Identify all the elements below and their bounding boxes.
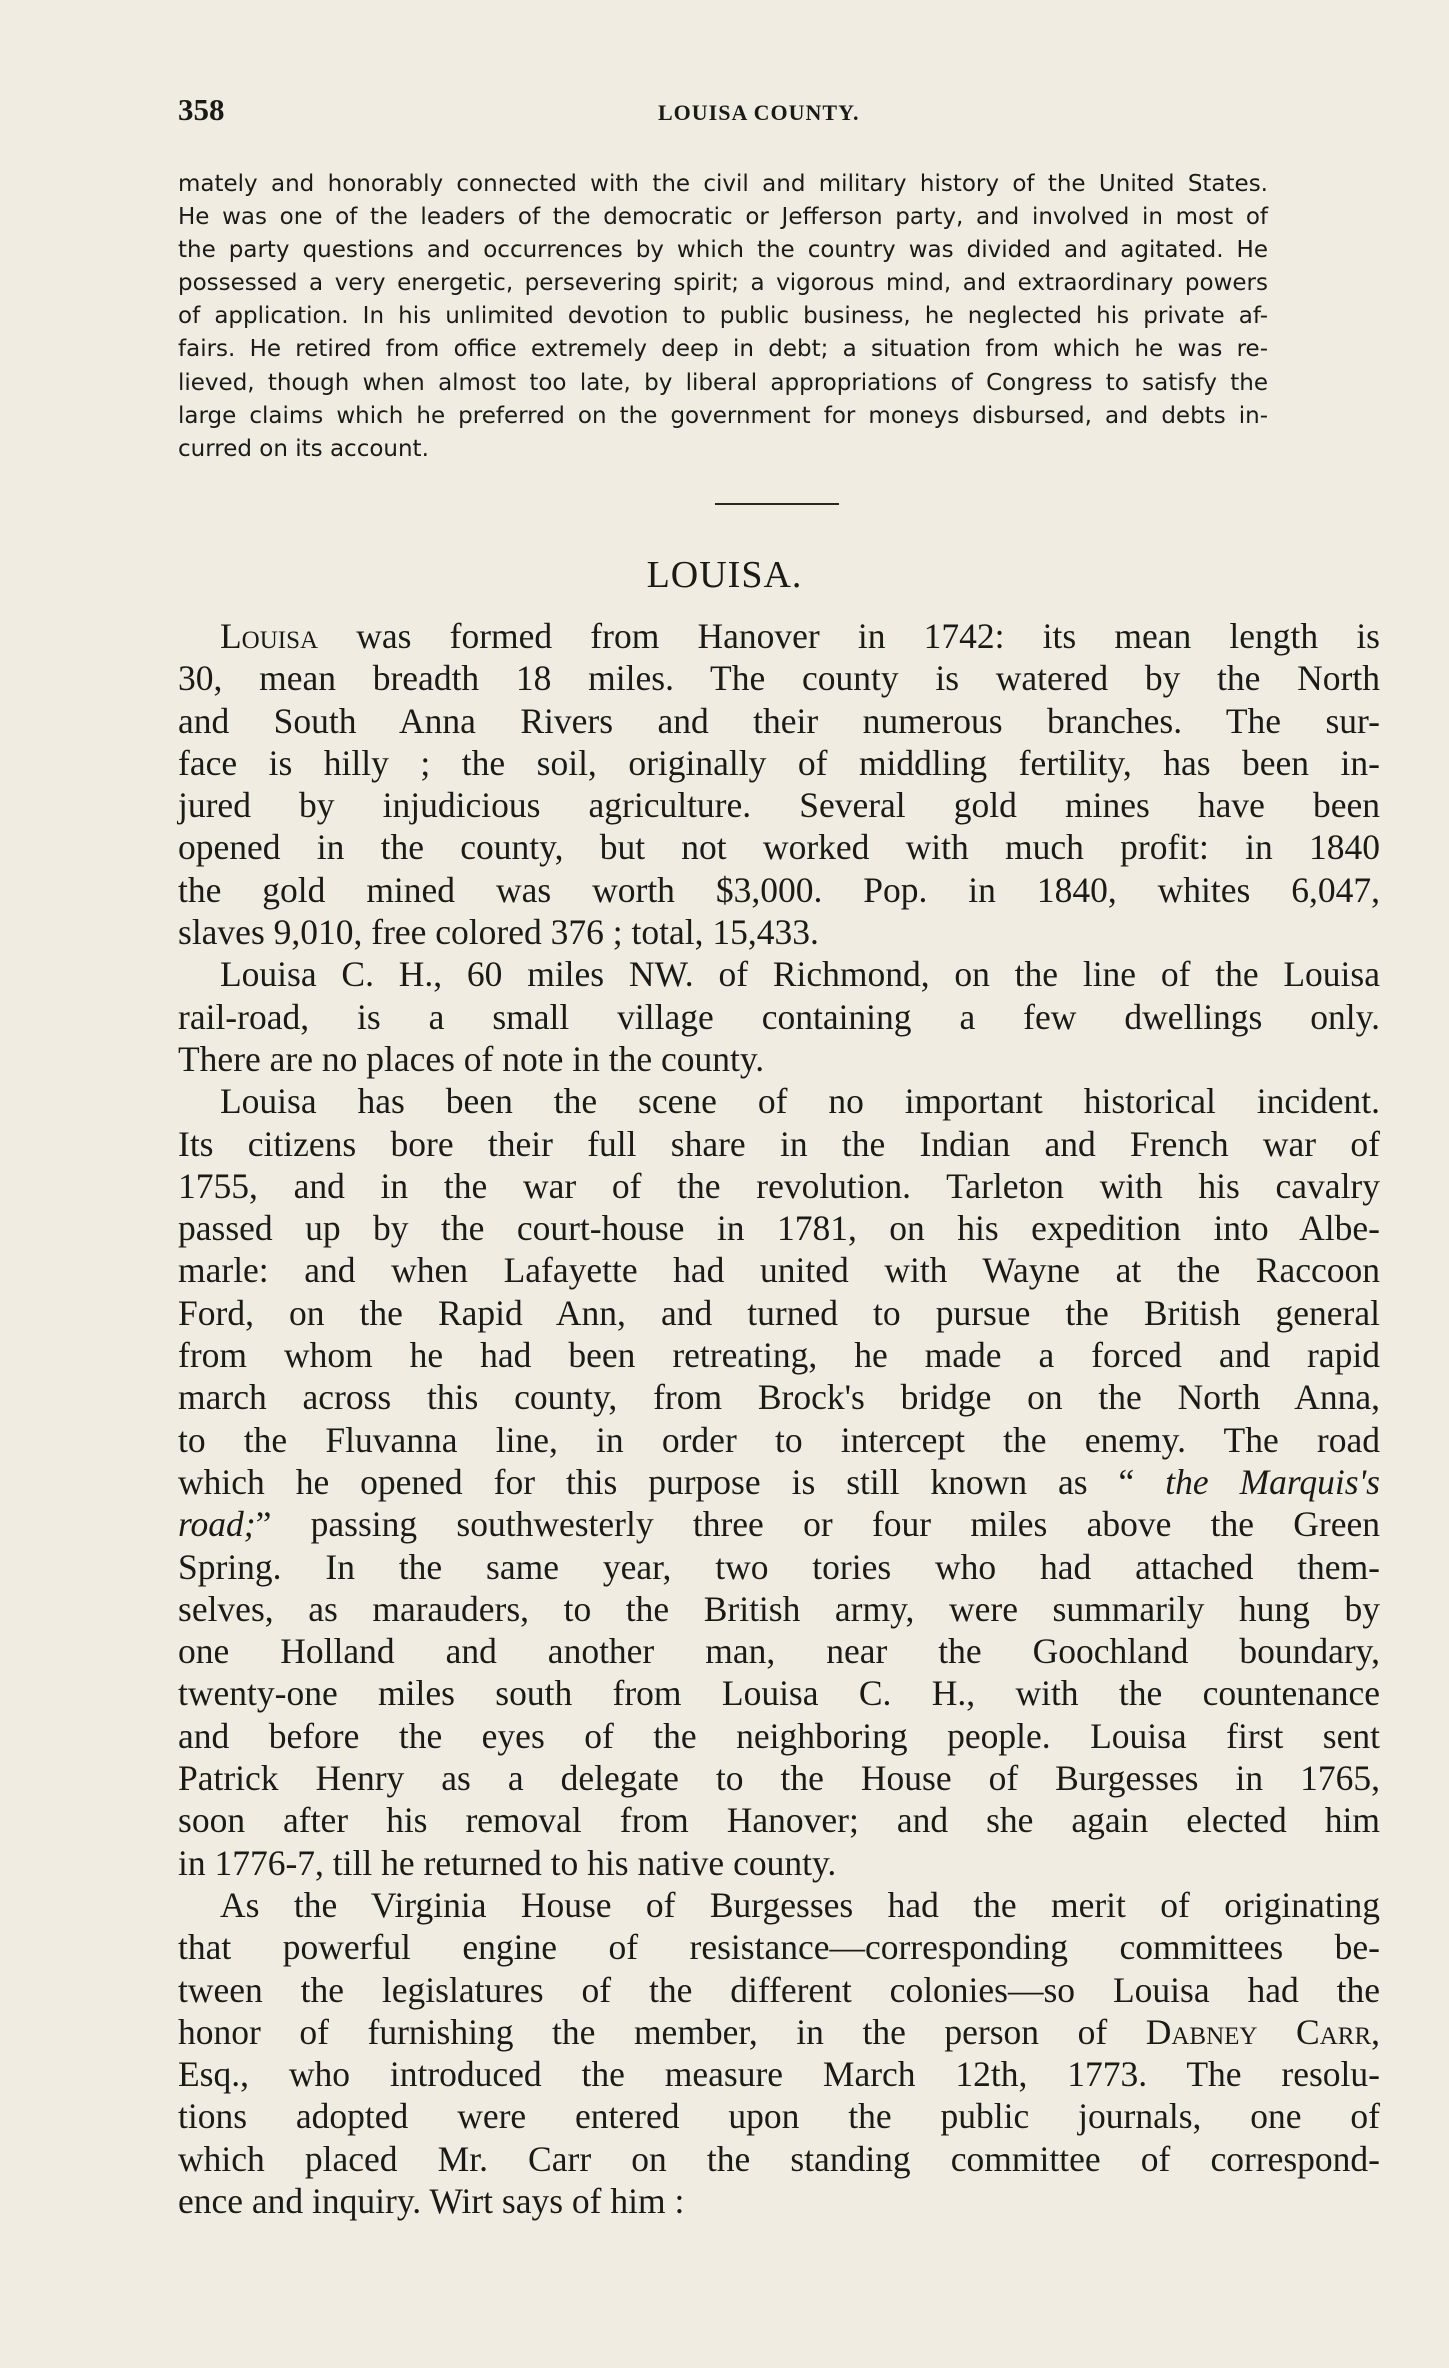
text-line: Patrick Henry as a delegate to the House of Burgesses in 1765, [178,1758,1380,1799]
text-line: As the Virginia House of Burgesses had the merit of originating [220,1884,1380,1925]
text-line: fairs. He retired from office extremely deep in debt; a situation from which he was re- [178,336,1268,363]
text-line: opened in the county, but not worked with much profit: in 1840 [178,827,1380,868]
text-line: mately and honorably connected with the civil and military history of the United States. [178,171,1268,197]
text-line: selves, as marauders, to the British army, were summarily hung by [178,1588,1380,1629]
section-body [178,615,1380,2222]
text-line-rest: was formed from Hanover in 1742: its mean length is [356,616,1380,656]
text-line [178,1503,1380,1545]
text-line: Louisa C. H., 60 miles NW. of Richmond, on the line of the Louisa [220,954,1380,995]
text-line: jured by injudicious agriculture. Several gold mines have been [178,785,1380,826]
section-divider [715,503,839,505]
text-line: curred on its account. [178,435,429,462]
text-line: marle: and when Lafayette had united with Wayne at the Raccoon [178,1250,1380,1291]
page-header [178,92,1268,132]
text-line: and South Anna Rivers and their numerous branches. The sur- [178,700,1380,741]
previous-section-text [178,168,1268,466]
text-line: He was one of the leaders of the democratic or Jefferson party, and involved in most of [178,204,1268,231]
text-line: one Holland and another man, near the Goochland boundary, [178,1631,1380,1672]
text-line: tween the legislatures of the different colonies—so Louisa had the [178,1969,1380,2010]
text-line-prefix: honor of furnishing the member, in the person of [178,2011,1108,2052]
text-line: ence and inquiry. Wirt says of him : [178,2180,685,2221]
text-line: large claims which he preferred on the government for moneys disbursed, and debts in- [178,402,1268,429]
text-line: 1755, and in the war of the revolution. Tarleton with his cavalry [178,1165,1380,1206]
text-line: There are no places of note in the county. [178,1038,765,1079]
text-line: march across this county, from Brock's bridge on the North Anna, [178,1377,1380,1418]
text-line: Spring. In the same year, two tories who had attached them- [178,1546,1380,1587]
text-line: passed up by the court-house in 1781, on his expedition into Albe- [178,1208,1380,1249]
person-name: Dabney Carr, [1145,2011,1380,2052]
text-line: Its citizens bore their full share in the Indian and French war of [178,1123,1380,1164]
text-line: the party questions and occurrences by which the country was divided and agitated. He [178,237,1268,264]
text-line: face is hilly ; the soil, originally of middling fertility, has been in- [178,742,1380,783]
text-line: the gold mined was worth $3,000. Pop. in 1840, whites 6,047, [178,869,1380,910]
text-line: of application. In his unlimited devotion to public business, he neglected his private af- [178,303,1268,330]
text-line: lieved, though when almost too late, by liberal appropriations of Congress to satisfy the [178,369,1268,396]
text-line: Esq., who introduced the measure March 12th, 1773. The resolu- [178,2054,1380,2095]
text-line: soon after his removal from Hanover; and she again elected him [178,1800,1380,1841]
text-line: twenty-one miles south from Louisa C. H., with the countenance [178,1673,1380,1714]
text-line: which placed Mr. Carr on the standing committee of correspond- [178,2138,1380,2179]
text-line-prefix: which he opened for this purpose is still known as “ [178,1461,1166,1502]
running-head: LOUISA COUNTY. [658,100,860,125]
text-line: rail-road, is a small village containing a few dwellings only. [178,996,1380,1037]
text-line: possessed a very energetic, persevering spirit; a vigorous mind, and extraordinary powers [178,270,1268,297]
text-line: that powerful engine of resistance—corresponding committees be- [178,1927,1380,1968]
lead-word: Louisa [220,616,319,656]
text-line [178,2011,1380,2053]
text-line: and before the eyes of the neighboring people. Louisa first sent [178,1715,1380,1756]
text-line: 30, mean breadth 18 miles. The county is watered by the North [178,658,1380,699]
italic-phrase: road; [178,1504,256,1545]
text-line: Louisa has been the scene of no important historical incident. [220,1081,1380,1122]
italic-phrase: the Marquis's [1165,1461,1380,1502]
text-line: to the Fluvanna line, in order to intercept the enemy. The road [178,1419,1380,1460]
text-line: slaves 9,010, free colored 376 ; total, 15,433. [178,912,819,953]
text-line [178,615,1380,657]
text-line: from whom he had been retreating, he made a forced and rapid [178,1335,1380,1376]
text-line-rest: ” passing southwesterly three or four miles above the Green [255,1504,1380,1545]
page-number: 358 [178,92,225,127]
text-line: Ford, on the Rapid Ann, and turned to pursue the British general [178,1292,1380,1333]
text-line: in 1776-7, till he returned to his native county. [178,1842,837,1883]
text-line [178,1461,1380,1503]
section-title: LOUISA. [646,554,803,596]
text-line: tions adopted were entered upon the public journals, one of [178,2096,1380,2137]
